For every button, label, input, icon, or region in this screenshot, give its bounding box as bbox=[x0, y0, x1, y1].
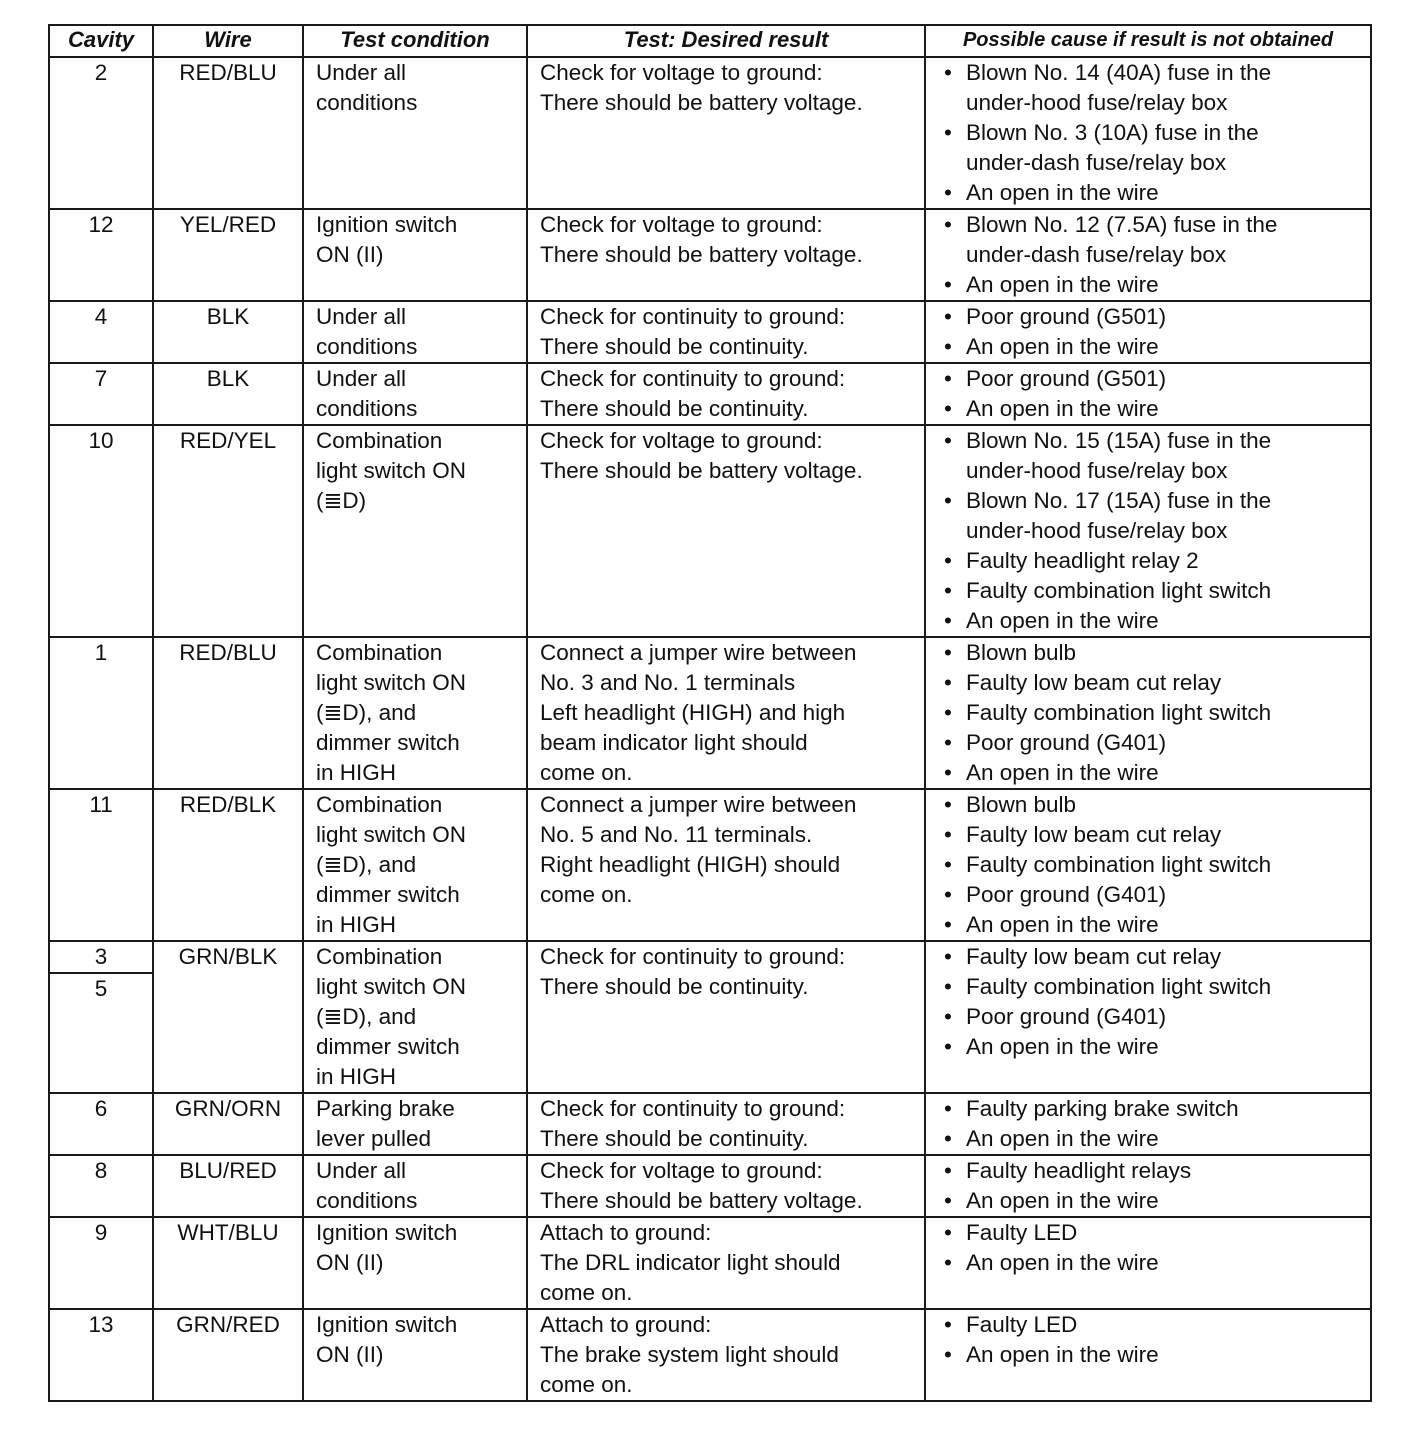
desired-result-line: Check for voltage to ground: bbox=[540, 60, 823, 85]
desired-result-line: Check for voltage to ground: bbox=[540, 428, 823, 453]
possible-cause-item: • Faulty low beam cut relay bbox=[940, 820, 1370, 850]
test-condition-line: (≣D), and bbox=[316, 1004, 417, 1029]
wire-color-cell: BLK bbox=[153, 363, 303, 425]
header-test-condition: Test condition bbox=[303, 25, 527, 57]
possible-cause-item: • Faulty headlight relay 2 bbox=[940, 546, 1370, 576]
test-condition-cell bbox=[303, 57, 527, 209]
cavity-cell bbox=[49, 1309, 153, 1401]
cavity-cell bbox=[49, 209, 153, 301]
possible-cause-item: • Faulty combination light switch bbox=[940, 698, 1370, 728]
cavity-number: 2 bbox=[94, 60, 108, 85]
test-condition-line: dimmer switch bbox=[316, 730, 460, 755]
desired-result-line: No. 3 and No. 1 terminals bbox=[540, 670, 796, 695]
test-condition-line: light switch ON bbox=[316, 458, 467, 483]
possible-cause-item: • Faulty combination light switch bbox=[940, 850, 1370, 880]
test-condition-line: Under all bbox=[316, 60, 407, 85]
desired-result-line: There should be continuity. bbox=[540, 396, 809, 421]
possible-cause-cell bbox=[925, 57, 1371, 209]
possible-cause-cell bbox=[925, 789, 1371, 941]
wire-color-cell: GRN/RED bbox=[153, 1309, 303, 1401]
desired-result-line: There should be continuity. bbox=[540, 1126, 809, 1151]
cavity-number: 10 bbox=[88, 428, 114, 453]
possible-cause-item: • An open in the wire bbox=[940, 270, 1370, 300]
wire-color-cell: RED/BLU bbox=[153, 57, 303, 209]
desired-result-cell bbox=[527, 637, 925, 789]
test-condition-cell bbox=[303, 1217, 527, 1309]
possible-cause-item: • Blown No. 3 (10A) fuse in the bbox=[940, 118, 1370, 148]
possible-cause-item: • Faulty headlight relays bbox=[940, 1156, 1370, 1186]
possible-cause-continuation: under-dash fuse/relay box bbox=[966, 242, 1227, 267]
possible-cause-continuation: under-hood fuse/relay box bbox=[966, 90, 1228, 115]
cavity-cell bbox=[49, 637, 153, 789]
test-condition-line: in HIGH bbox=[316, 912, 397, 937]
desired-result-line: There should be battery voltage. bbox=[540, 242, 863, 267]
table-row bbox=[49, 637, 1371, 789]
possible-cause-item: • An open in the wire bbox=[940, 1124, 1370, 1154]
test-condition-cell bbox=[303, 1309, 527, 1401]
desired-result-line: The DRL indicator light should bbox=[540, 1250, 841, 1275]
cavity-number: 11 bbox=[89, 792, 113, 817]
test-condition-line: Combination bbox=[316, 792, 443, 817]
possible-cause-item: • Poor ground (G401) bbox=[940, 728, 1370, 758]
table-row bbox=[49, 1309, 1371, 1401]
test-condition-cell bbox=[303, 1155, 527, 1217]
test-condition-cell bbox=[303, 789, 527, 941]
table-row bbox=[49, 789, 1371, 941]
table-row bbox=[49, 363, 1371, 425]
table-row bbox=[49, 1217, 1371, 1309]
test-condition-cell bbox=[303, 637, 527, 789]
wire-color-cell: GRN/BLK bbox=[153, 941, 303, 1093]
cavity-number: 12 bbox=[88, 212, 114, 237]
cavity-number: 6 bbox=[94, 1096, 108, 1121]
test-condition-line: Under all bbox=[316, 1158, 407, 1183]
possible-cause-item: • An open in the wire bbox=[940, 1186, 1370, 1216]
cavity-cell bbox=[49, 1155, 153, 1217]
test-condition-line: Combination bbox=[316, 944, 443, 969]
test-condition-cell bbox=[303, 209, 527, 301]
table-row bbox=[49, 1155, 1371, 1217]
possible-cause-cell bbox=[925, 1309, 1371, 1401]
cavity-cell bbox=[49, 789, 153, 941]
cavity-cell bbox=[49, 1217, 153, 1309]
possible-cause-item: • Faulty combination light switch bbox=[940, 576, 1370, 606]
possible-cause-item: • Blown bulb bbox=[940, 638, 1370, 668]
desired-result-line: beam indicator light should bbox=[540, 730, 808, 755]
table-row bbox=[49, 941, 1371, 1093]
possible-cause-item: • Poor ground (G401) bbox=[940, 1002, 1370, 1032]
desired-result-line: No. 5 and No. 11 terminals. bbox=[540, 822, 813, 847]
wire-color-cell: BLK bbox=[153, 301, 303, 363]
possible-cause-item: • An open in the wire bbox=[940, 1248, 1370, 1278]
cavity-cell bbox=[49, 941, 153, 1093]
cavity-number: 9 bbox=[94, 1220, 108, 1245]
test-condition-line: light switch ON bbox=[316, 974, 467, 999]
possible-cause-cell bbox=[925, 637, 1371, 789]
cavity-number-top: 3 bbox=[49, 942, 153, 974]
desired-result-line: Check for continuity to ground: bbox=[540, 304, 846, 329]
possible-cause-cell bbox=[925, 1093, 1371, 1155]
possible-cause-item: • An open in the wire bbox=[940, 394, 1370, 424]
possible-cause-item: • Faulty parking brake switch bbox=[940, 1094, 1370, 1124]
table-body bbox=[49, 57, 1371, 1401]
possible-cause-cell bbox=[925, 1217, 1371, 1309]
cavity-number: 1 bbox=[94, 640, 108, 665]
header-possible-cause: Possible cause if result is not obtained bbox=[925, 25, 1371, 57]
desired-result-line: There should be continuity. bbox=[540, 974, 809, 999]
possible-cause-cell bbox=[925, 363, 1371, 425]
cavity-number-bottom: 5 bbox=[94, 976, 108, 1001]
test-condition-line: in HIGH bbox=[316, 760, 397, 785]
test-condition-line: Ignition switch bbox=[316, 1312, 458, 1337]
table-row bbox=[49, 57, 1371, 209]
desired-result-line: Attach to ground: bbox=[540, 1312, 712, 1337]
test-condition-line: lever pulled bbox=[316, 1126, 432, 1151]
possible-cause-item: • Poor ground (G401) bbox=[940, 880, 1370, 910]
possible-cause-continuation: under-dash fuse/relay box bbox=[966, 150, 1227, 175]
header-cavity: Cavity bbox=[49, 25, 153, 57]
connector-test-table bbox=[48, 24, 1372, 1402]
possible-cause-cell bbox=[925, 941, 1371, 1093]
test-condition-cell bbox=[303, 301, 527, 363]
desired-result-line: Check for voltage to ground: bbox=[540, 1158, 823, 1183]
possible-cause-item: • Faulty low beam cut relay bbox=[940, 668, 1370, 698]
test-condition-cell bbox=[303, 363, 527, 425]
desired-result-line: Connect a jumper wire between bbox=[540, 792, 857, 817]
test-condition-line: Under all bbox=[316, 304, 407, 329]
desired-result-cell bbox=[527, 941, 925, 1093]
test-condition-line: conditions bbox=[316, 1188, 418, 1213]
table-row bbox=[49, 301, 1371, 363]
possible-cause-item: • Blown No. 12 (7.5A) fuse in the bbox=[940, 210, 1370, 240]
desired-result-line: There should be battery voltage. bbox=[540, 90, 863, 115]
desired-result-cell bbox=[527, 57, 925, 209]
desired-result-line: Attach to ground: bbox=[540, 1220, 712, 1245]
test-condition-line: Combination bbox=[316, 640, 443, 665]
desired-result-cell bbox=[527, 425, 925, 637]
wire-color-cell: GRN/ORN bbox=[153, 1093, 303, 1155]
test-condition-line: Combination bbox=[316, 428, 443, 453]
table-row bbox=[49, 425, 1371, 637]
desired-result-cell bbox=[527, 209, 925, 301]
possible-cause-item: • Faulty LED bbox=[940, 1310, 1370, 1340]
test-condition-cell bbox=[303, 425, 527, 637]
cavity-cell bbox=[49, 57, 153, 209]
test-condition-cell bbox=[303, 1093, 527, 1155]
test-condition-line: Parking brake bbox=[316, 1096, 455, 1121]
possible-cause-item: • Faulty low beam cut relay bbox=[940, 942, 1370, 972]
test-condition-line: (≣D), and bbox=[316, 852, 417, 877]
possible-cause-item: • Blown No. 17 (15A) fuse in the bbox=[940, 486, 1370, 516]
wire-color-cell: RED/YEL bbox=[153, 425, 303, 637]
possible-cause-item: • Faulty LED bbox=[940, 1218, 1370, 1248]
possible-cause-item: • An open in the wire bbox=[940, 178, 1370, 208]
wire-color-cell: YEL/RED bbox=[153, 209, 303, 301]
possible-cause-item: • An open in the wire bbox=[940, 332, 1370, 362]
table-row bbox=[49, 1093, 1371, 1155]
test-condition-line: (≣D) bbox=[316, 488, 367, 513]
header-row bbox=[49, 25, 1371, 57]
desired-result-cell bbox=[527, 363, 925, 425]
test-condition-line: dimmer switch bbox=[316, 1034, 460, 1059]
possible-cause-item: • An open in the wire bbox=[940, 910, 1370, 940]
possible-cause-cell bbox=[925, 1155, 1371, 1217]
cavity-cell bbox=[49, 1093, 153, 1155]
test-condition-cell bbox=[303, 941, 527, 1093]
cavity-number: 13 bbox=[88, 1312, 114, 1337]
test-condition-line: conditions bbox=[316, 334, 418, 359]
possible-cause-item: • An open in the wire bbox=[940, 606, 1370, 636]
test-condition-line: ON (II) bbox=[316, 1342, 384, 1367]
test-condition-line: Under all bbox=[316, 366, 407, 391]
possible-cause-cell bbox=[925, 209, 1371, 301]
desired-result-line: Connect a jumper wire between bbox=[540, 640, 857, 665]
possible-cause-continuation: under-hood fuse/relay box bbox=[966, 518, 1228, 543]
desired-result-line: Left headlight (HIGH) and high bbox=[540, 700, 846, 725]
possible-cause-item: • Blown No. 14 (40A) fuse in the bbox=[940, 58, 1370, 88]
desired-result-cell bbox=[527, 1217, 925, 1309]
test-condition-line: in HIGH bbox=[316, 1064, 397, 1089]
desired-result-line: come on. bbox=[540, 1372, 633, 1397]
header-desired-result: Test: Desired result bbox=[527, 25, 925, 57]
test-condition-line: ON (II) bbox=[316, 242, 384, 267]
desired-result-line: come on. bbox=[540, 1280, 633, 1305]
test-condition-line: (≣D), and bbox=[316, 700, 417, 725]
desired-result-cell bbox=[527, 1093, 925, 1155]
possible-cause-item: • Poor ground (G501) bbox=[940, 302, 1370, 332]
test-condition-line: conditions bbox=[316, 396, 418, 421]
desired-result-line: Check for continuity to ground: bbox=[540, 366, 846, 391]
test-condition-line: Ignition switch bbox=[316, 1220, 458, 1245]
desired-result-line: Check for continuity to ground: bbox=[540, 1096, 846, 1121]
desired-result-cell bbox=[527, 301, 925, 363]
test-condition-line: dimmer switch bbox=[316, 882, 460, 907]
possible-cause-item: • An open in the wire bbox=[940, 1340, 1370, 1370]
test-condition-line: conditions bbox=[316, 90, 418, 115]
desired-result-line: Check for voltage to ground: bbox=[540, 212, 823, 237]
wire-color-cell: WHT/BLU bbox=[153, 1217, 303, 1309]
test-condition-line: light switch ON bbox=[316, 670, 467, 695]
table-row bbox=[49, 209, 1371, 301]
desired-result-line: There should be battery voltage. bbox=[540, 458, 863, 483]
desired-result-line: The brake system light should bbox=[540, 1342, 839, 1367]
cavity-number: 7 bbox=[94, 366, 108, 391]
cavity-cell bbox=[49, 425, 153, 637]
header-wire: Wire bbox=[153, 25, 303, 57]
desired-result-cell bbox=[527, 789, 925, 941]
test-condition-line: ON (II) bbox=[316, 1250, 384, 1275]
possible-cause-cell bbox=[925, 301, 1371, 363]
possible-cause-continuation: under-hood fuse/relay box bbox=[966, 458, 1228, 483]
test-condition-line: light switch ON bbox=[316, 822, 467, 847]
cavity-cell bbox=[49, 301, 153, 363]
wire-color-cell: RED/BLU bbox=[153, 637, 303, 789]
possible-cause-item: • Blown No. 15 (15A) fuse in the bbox=[940, 426, 1370, 456]
desired-result-cell bbox=[527, 1309, 925, 1401]
desired-result-line: There should be continuity. bbox=[540, 334, 809, 359]
cavity-number: 8 bbox=[94, 1158, 108, 1183]
wire-color-cell: BLU/RED bbox=[153, 1155, 303, 1217]
possible-cause-item: • Faulty combination light switch bbox=[940, 972, 1370, 1002]
test-condition-line: Ignition switch bbox=[316, 212, 458, 237]
desired-result-line: Right headlight (HIGH) should bbox=[540, 852, 841, 877]
desired-result-line: There should be battery voltage. bbox=[540, 1188, 863, 1213]
possible-cause-item: • An open in the wire bbox=[940, 758, 1370, 788]
possible-cause-item: • Poor ground (G501) bbox=[940, 364, 1370, 394]
possible-cause-item: • Blown bulb bbox=[940, 790, 1370, 820]
cavity-number: 4 bbox=[94, 304, 108, 329]
desired-result-cell bbox=[527, 1155, 925, 1217]
wire-color-cell: RED/BLK bbox=[153, 789, 303, 941]
possible-cause-cell bbox=[925, 425, 1371, 637]
desired-result-line: Check for continuity to ground: bbox=[540, 944, 846, 969]
cavity-cell bbox=[49, 363, 153, 425]
desired-result-line: come on. bbox=[540, 882, 633, 907]
possible-cause-item: • An open in the wire bbox=[940, 1032, 1370, 1062]
desired-result-line: come on. bbox=[540, 760, 633, 785]
